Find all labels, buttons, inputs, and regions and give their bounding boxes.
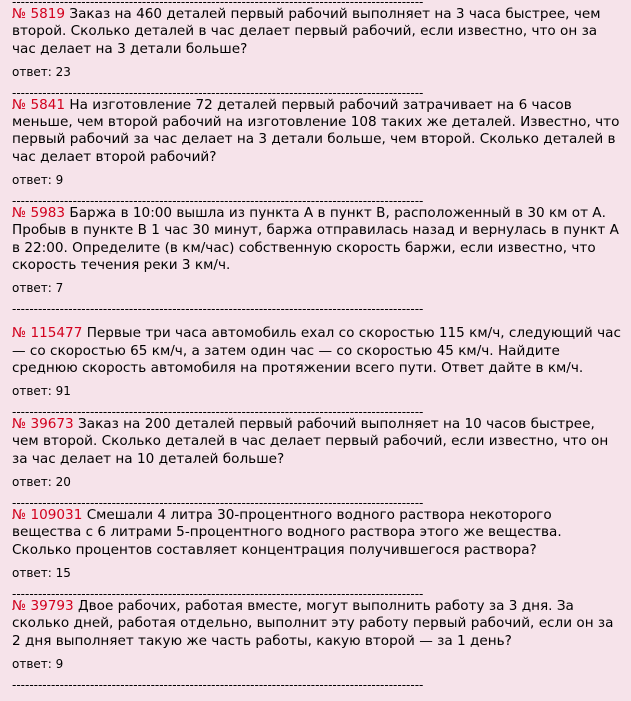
- answer-label: ответ:: [12, 384, 52, 399]
- task-text: [12, 507, 623, 559]
- answer-label: ответ:: [12, 64, 52, 79]
- task-answer: [12, 657, 623, 671]
- separator-line: -----------------------------------------------------------------------------------------------: [12, 496, 424, 511]
- task-body: Смешали 4 литра 30-процентного водного раствора некоторого вещества с 6 литрами 5-процентного водного раствора этого же вещества. Сколько процентов составляет концентрация получившегося раствора?: [12, 507, 562, 558]
- answer-value: 23: [55, 64, 71, 79]
- task-answer: [12, 384, 623, 398]
- task-item: [12, 6, 623, 79]
- answer-label: ответ:: [12, 173, 52, 188]
- separator-line: -----------------------------------------------------------------------------------------------: [12, 586, 424, 601]
- task-text: [12, 598, 623, 650]
- answer-value: 15: [55, 565, 71, 580]
- task-body: Двое рабочих, работая вместе, могут выполнить работу за 3 дня. За сколько дней, работая отдельно, выполнит эту работу первый рабочий, если он за 2 дня выполняет такую же часть работы, какую второй — за 1 день?: [12, 597, 614, 649]
- task-text: [12, 97, 623, 166]
- separator-line: -----------------------------------------------------------------------------------------------: [12, 0, 424, 9]
- task-body: Заказ на 200 деталей первый рабочий выполняет на 10 часов быстрее, чем второй. Сколько деталей в час делает первый рабочий, если известно, что он за час делает на 10 деталей больше?: [12, 416, 609, 467]
- task-number: № 5841: [12, 96, 66, 113]
- task-item: [12, 598, 623, 671]
- answer-value: 9: [55, 173, 64, 188]
- task-number: № 109031: [12, 507, 83, 524]
- task-item: [12, 205, 623, 295]
- task-answer: [12, 281, 623, 295]
- separator-line: -----------------------------------------------------------------------------------------------: [12, 302, 424, 317]
- task-number: № 5819: [12, 6, 66, 22]
- task-text: [12, 205, 623, 274]
- answer-value: 7: [55, 281, 64, 296]
- separator-line: -----------------------------------------------------------------------------------------------: [12, 405, 424, 420]
- task-body: Первые три часа автомобиль ехал со скоростью 115 км/ч, следующий час — со скоростью 65 км/ч, а затем один час — со скоростью 45 км/ч. Найдите среднюю скорость автомобиля на протяжении всего пути. Ответ дайте в км/ч.: [12, 325, 621, 376]
- task-item: [12, 507, 623, 580]
- separator-line: -----------------------------------------------------------------------------------------------: [12, 677, 424, 692]
- task-answer: [12, 475, 623, 489]
- task-text: [12, 416, 623, 468]
- task-number: № 39673: [12, 416, 74, 433]
- task-number: № 115477: [12, 325, 83, 342]
- answer-value: 20: [55, 475, 71, 490]
- task-number: № 5983: [12, 205, 66, 222]
- task-item: [12, 416, 623, 489]
- task-number: № 39793: [12, 597, 74, 614]
- task-text: [12, 325, 623, 377]
- answer-label: ответ:: [12, 475, 52, 490]
- separator-line: -----------------------------------------------------------------------------------------------: [12, 194, 424, 209]
- answer-label: ответ:: [12, 281, 52, 296]
- answer-value: 9: [55, 656, 64, 671]
- task-body: Заказ на 460 деталей первый рабочий выполняет на 3 часа быстрее, чем второй. Сколько деталей в час делает первый рабочий, если известно, что он за час делает на 3 детали больше?: [12, 6, 601, 57]
- task-text: [12, 6, 623, 58]
- task-body: На изготовление 72 деталей первый рабочий затрачивает на 6 часов меньше, чем второй рабочий на изготовление 108 таких же деталей. Известно, что первый рабочий за час делает на 3 детали больше, чем второй. Сколько деталей в час делает второй рабочий?: [12, 96, 620, 165]
- task-answer: [12, 173, 623, 187]
- task-answer: [12, 65, 623, 79]
- separator-line: -----------------------------------------------------------------------------------------------: [12, 85, 424, 100]
- task-body: Баржа в 10:00 вышла из пункта А в пункт В, расположенный в 30 км от А. Пробыв в пункте В 1 час 30 минут, баржа отправилась назад и вернулась в пункт А в 22:00. Определите (в км/час) собственную скорость баржи, если известно, что скорость течения реки 3 км/ч.: [12, 205, 619, 273]
- task-answer: [12, 566, 623, 580]
- task-item: [12, 325, 623, 398]
- answer-label: ответ:: [12, 656, 52, 671]
- task-item: [12, 97, 623, 187]
- answer-value: 91: [55, 384, 71, 399]
- answer-label: ответ:: [12, 565, 52, 580]
